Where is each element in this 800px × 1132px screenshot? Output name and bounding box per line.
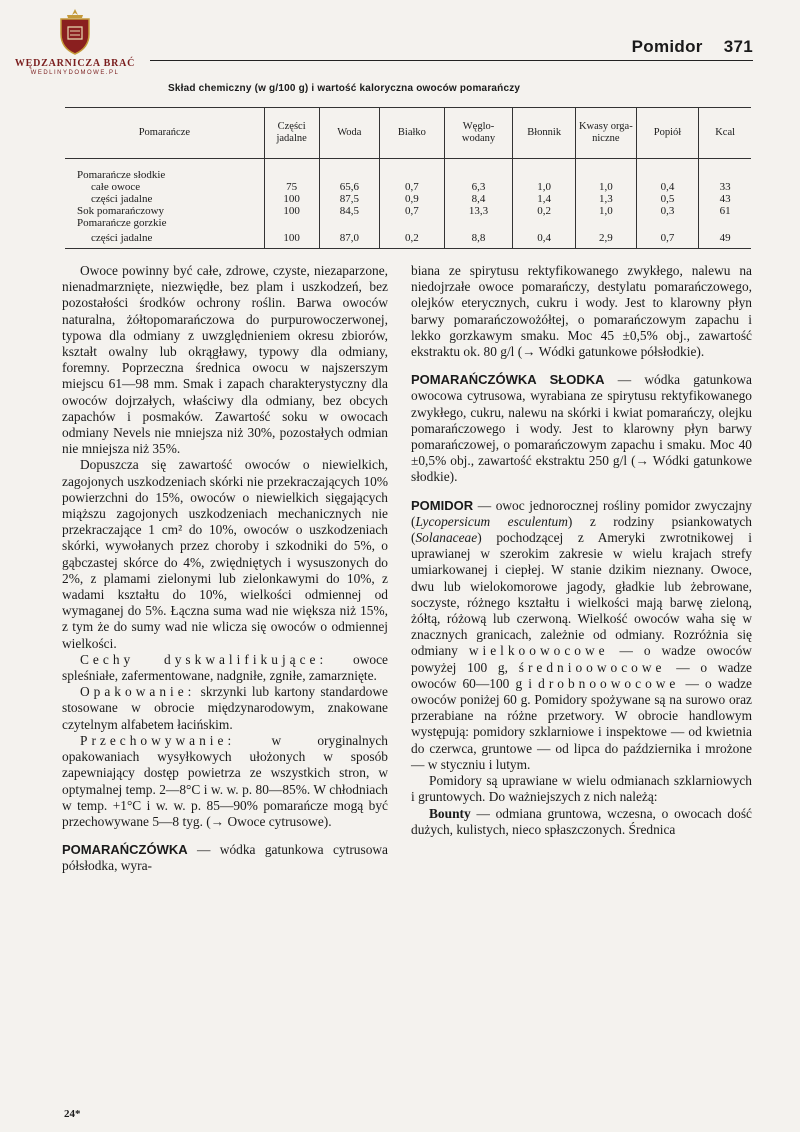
col-header: Części jadalne bbox=[264, 108, 319, 159]
entry-text: — wódka gatunkowa cytrusowa półsłodka, wyra- bbox=[62, 842, 388, 874]
table-col bbox=[699, 159, 751, 249]
term-text: skrzynki lub kartony standardowe stosowane w obrocie międzynarodowym, znakowane czytelnym alfabetem łacińskim. bbox=[62, 684, 388, 732]
paragraph: biana ze spirytusu rektyfikowanego zwykłego, nalewu na niedojrzałe owoce pomarańczy, destylatu pomarańczowego, olejków eterycznych, cukru i wody. Jest to klarowny płyn barwy pomarańczowożółtej, o pomarańczowym zapachu i lekko gorzkawym smaku. Moc 45 ±0,5% obj., zawartość ekstraktu ok. 80 g/l (→ Wódki gatunkowe półsłodkie). bbox=[411, 263, 752, 360]
table-cell: 0,2 bbox=[537, 205, 552, 217]
table-cell: 84,5 bbox=[339, 205, 359, 217]
row-label: części jadalne bbox=[91, 232, 153, 244]
table-cell: 1,3 bbox=[598, 193, 613, 205]
table-cell: 49 bbox=[719, 232, 731, 244]
term-label: Przechowywanie: bbox=[80, 732, 236, 748]
col-header: Kwasy orga-niczne bbox=[576, 108, 637, 159]
row-labels bbox=[65, 159, 264, 249]
running-title: Pomidor bbox=[631, 37, 703, 56]
composition-table bbox=[65, 107, 751, 249]
table-cell: 13,3 bbox=[468, 205, 489, 217]
col-header: Węglo-wodany bbox=[444, 108, 513, 159]
table-title: Skład chemiczny (w g/100 g) i wartość kaloryczna owoców pomarańczy bbox=[168, 83, 521, 94]
entry-paragraph bbox=[411, 498, 752, 773]
row-label: całe owoce bbox=[91, 181, 141, 193]
entry-text: — owoc jednorocznej rośliny pomidor zwyczajny ( bbox=[411, 497, 752, 529]
entry-text: — wódka gatunkowa owocowa cytrusowa, wyrabiana ze spirytusu rektyfikowanego zwykłego, cukru, nalewu na skórki i kwiat pomarańczy, olejku pomarańczowego i wody. Jest to klarowny płyn barwy pomarańczowej, o pomarańczowym zapachu i smaku. Moc 40 ±0,5% obj., zawartość ekstraktu 250 g/l (→ Wódki gatunkowe słodkie). bbox=[411, 372, 752, 485]
entry-paragraph bbox=[411, 372, 752, 485]
paragraph bbox=[62, 733, 388, 830]
table-cell: 1,0 bbox=[598, 181, 613, 193]
entry-headword: POMARAŃCZÓWKA bbox=[62, 842, 188, 858]
table-cell: 61 bbox=[719, 205, 731, 217]
row-label: Pomarańcze słodkie bbox=[77, 169, 166, 181]
paragraph bbox=[62, 652, 388, 684]
right-column bbox=[411, 263, 752, 838]
watermark-logo bbox=[0, 0, 150, 100]
table-cell: 0,7 bbox=[405, 205, 419, 217]
entry-text: — o wadze owoców poniżej 60 g. Pomidory spożywane są na surowo oraz przerabiane na różne przetwory. W obrocie handlowym występują: pomidory szklarniowe i inspektowe — od kwietnia do czerwca, gruntowe — od lipca do października i mrożone — w styczniu i lutym. bbox=[411, 675, 753, 772]
table-col bbox=[319, 159, 380, 249]
entry-text: — odmiana gruntowa, wczesna, o owocach dość dużych, kulistych, nieco spłaszczonych. Średnica bbox=[411, 805, 752, 837]
paragraph: Pomidory są uprawiane w wielu odmianach szklarniowych i gruntowych. Do ważniejszych z nich należą: bbox=[411, 773, 752, 805]
term-label: Opakowanie: bbox=[80, 684, 196, 700]
table-cell: 1,0 bbox=[598, 205, 613, 217]
table-cell: 87,5 bbox=[339, 193, 359, 205]
paragraph bbox=[62, 684, 388, 733]
entry-text: — o wadze owoców powyżej 100 g, bbox=[411, 643, 752, 675]
entry-headword: POMARAŃCZÓWKA SŁODKA bbox=[411, 372, 605, 388]
table-cell: 0,5 bbox=[660, 193, 675, 205]
variety-name: Bounty bbox=[429, 805, 471, 821]
table-cell: 1,0 bbox=[537, 181, 552, 193]
table-cell: 2,9 bbox=[598, 232, 613, 244]
col-header: Pomarańcze bbox=[65, 108, 264, 159]
entry-headword: POMIDOR bbox=[411, 497, 474, 513]
table-header-row bbox=[65, 108, 751, 159]
table-col bbox=[636, 159, 699, 249]
row-label: części jadalne bbox=[91, 193, 153, 205]
paragraph: Owoce powinny być całe, zdrowe, czyste, niezaparzone, nienadmarznięte, niezwiędłe, bez plam i uszkodzeń, bez pozostałości środków ochrony roślin. Barwa owoców naturalna, żółtopomarańczowa do purpurowoczerwonej, typowa dla odmiany z uwzględnieniem okresu zbiorów, kształt owalny lub okrągławy, typowy dla odmiany, foremny. Poprzeczna średnica owocu w najszerszym miejscu 61—98 mm. Smak i zapach charakterystyczny dla owoców dojrzałych, właściwy dla odmiany, bez obcych zapachów i posmaków. Zawartość soku w owocach odmiany Nevels nie mniejsza niż 30%, pozostałych odmian nie mniejsza niż 35%. bbox=[62, 263, 388, 457]
coat-of-arms-icon bbox=[55, 6, 95, 56]
table-cell: 0,4 bbox=[537, 232, 552, 244]
term-text: owoce spleśniałe, zafermentowane, nadgniłe, zgniłe, zamarznięte. bbox=[62, 651, 388, 684]
table-col bbox=[444, 159, 513, 249]
table-cell: 8,8 bbox=[471, 232, 486, 244]
col-header: Błonnik bbox=[513, 108, 576, 159]
col-header: Woda bbox=[319, 108, 380, 159]
table-cell: 100 bbox=[283, 232, 300, 244]
left-column bbox=[62, 263, 388, 875]
table-body-row bbox=[65, 159, 751, 249]
table-cell: 0,9 bbox=[405, 193, 419, 205]
row-label: Sok pomarańczowy bbox=[77, 205, 165, 217]
table-col bbox=[380, 159, 445, 249]
watermark-name: WĘDZARNICZA BRAĆ bbox=[14, 58, 136, 69]
table-cell: 0,3 bbox=[660, 205, 675, 217]
footer-signature: 24* bbox=[64, 1108, 81, 1120]
table-cell: 0,7 bbox=[405, 181, 419, 193]
table-cell: 1,4 bbox=[537, 193, 552, 205]
table-cell: 0,7 bbox=[660, 232, 675, 244]
table-cell: 8,4 bbox=[471, 193, 486, 205]
table-cell: 65,6 bbox=[339, 181, 359, 193]
table-cell: 100 bbox=[283, 193, 300, 205]
table-col bbox=[576, 159, 637, 249]
table-cell: 33 bbox=[719, 181, 731, 193]
entry-paragraph bbox=[62, 842, 388, 874]
table-cell: 0,4 bbox=[660, 181, 675, 193]
col-header: Białko bbox=[380, 108, 445, 159]
spaced-term: średnioowocowe bbox=[518, 659, 666, 675]
table-cell: 100 bbox=[283, 205, 300, 217]
running-header bbox=[632, 37, 753, 57]
spaced-term: drobnoowocowe bbox=[538, 675, 680, 691]
table-cell: 6,3 bbox=[471, 181, 486, 193]
row-label: Pomarańcze gorzkie bbox=[77, 217, 167, 229]
table-cell: 43 bbox=[719, 193, 731, 205]
table-cell: 87,0 bbox=[339, 232, 359, 244]
table-cell: 75 bbox=[286, 181, 298, 193]
entry-text: — o wadze owoców 60—100 g i bbox=[411, 659, 752, 691]
col-header: Kcal bbox=[699, 108, 751, 159]
latin-name: Lycopersicum esculentum bbox=[415, 513, 568, 529]
page-number: 371 bbox=[723, 37, 753, 56]
table-col bbox=[513, 159, 576, 249]
watermark-url: WEDLINYDOMOWE.PL bbox=[30, 70, 120, 76]
entry-paragraph bbox=[411, 806, 752, 838]
latin-name: Solanaceae bbox=[415, 530, 478, 546]
paragraph: Dopuszcza się zawartość owoców o niewielkich, zagojonych uszkodzeniach skórki nie przekraczających 10% powierzchni do 15%, owoców o niewielkich sięgających miąższu zagojonych uszkodzeniach mechanicznych nie przekraczające 1 cm² do 10%, owoców o uszkodzeniach skórki, wywołanych przez choroby i szkodniki do 5%, o gąbczastej skórce do 4%, zwiędniętych i wysuszonych do 2%, z plamami zielonymi lub zielonkawymi do 10%, z wadami kształtu do 10%, wielkości odmiennej od wymaganej do 5%. Łączna suma wad nie większa niż 15%, z tym że do sumy wad nie wlicza się owoców o odmiennej wielkości. bbox=[62, 457, 388, 651]
entry-text: ) pochodzącej z Ameryki zwrotnikowej i uprawianej w szerokim zakresie w wielu krajach strefy umiarkowanej i ciepłej. W stanie dzikim nieznany. Owoce, dwu lub wielokomorowe jagody, gładkie lub żebrowane, soczyste, różnego kształtu i wielkości mają barwę zieloną, żółtą, różową lub czerwoną. Wielkość owoców waha się w znacznych granicach, zależnie od odmiany. Rozróżnia się odmiany bbox=[411, 530, 752, 659]
spaced-term: wielkoowocowe bbox=[468, 643, 609, 659]
header-rule bbox=[150, 60, 753, 61]
term-label: Cechy dyskwalifikujące: bbox=[80, 651, 328, 667]
term-text: w oryginalnych opakowaniach wysyłkowych ułożonych w sposób zapewniający dostęp powietrza ze wszystkich stron, w optymalnej temp. 2—8°C i w. w. p. 80—85%. W chłodniach w temp. +1°C i w. w. p. 85—90% pomarańcze mogą być przechowywane 5—8 tyg. (→ Owoce cytrusowe). bbox=[62, 732, 388, 829]
col-header: Popiół bbox=[636, 108, 699, 159]
table-cell: 0,2 bbox=[405, 232, 419, 244]
entry-text: ) z rodziny psiankowatych ( bbox=[411, 513, 752, 546]
table-col bbox=[264, 159, 319, 249]
